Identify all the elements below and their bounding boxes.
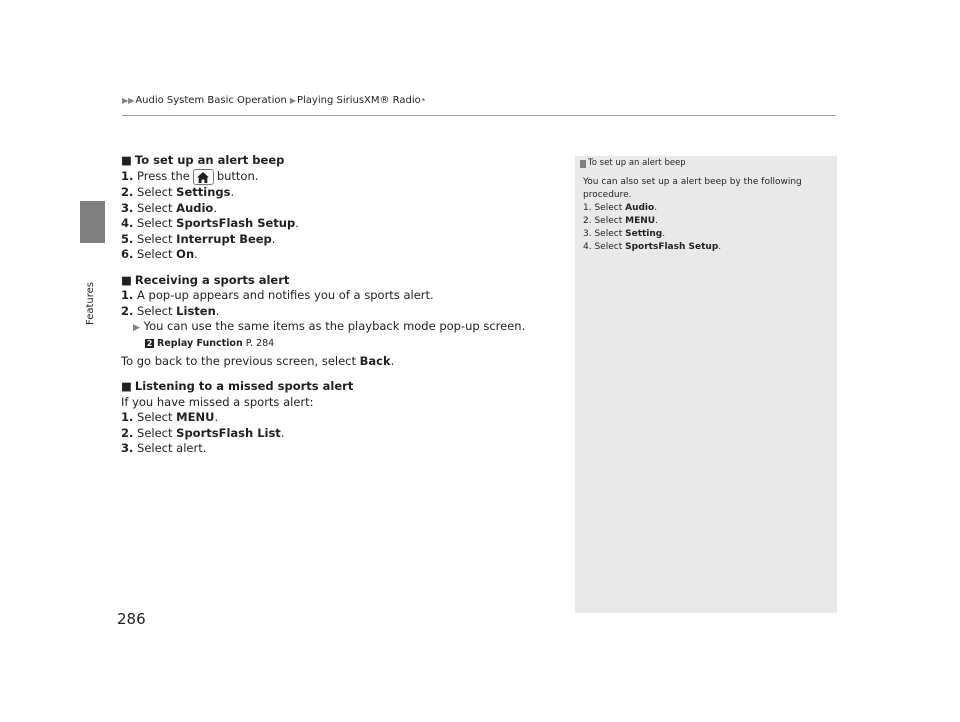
step-text: button. xyxy=(216,168,259,183)
step-text: Press the xyxy=(137,168,190,183)
menu-item-name: SportsFlash Setup xyxy=(625,242,719,252)
step-number: 4. xyxy=(121,216,134,230)
step xyxy=(121,247,561,263)
step-number: 1. xyxy=(121,168,134,183)
square-bullet-icon: ■ xyxy=(121,153,132,167)
step-text: Select xyxy=(594,229,623,239)
step-text: . xyxy=(718,242,722,252)
step xyxy=(121,232,561,248)
breadcrumb xyxy=(122,95,425,106)
footnote-mark: * xyxy=(421,96,426,105)
menu-item-name: Settings xyxy=(176,185,231,199)
step-number: 2. xyxy=(583,216,592,226)
step-text: . xyxy=(655,216,658,226)
note-step xyxy=(583,228,818,241)
step-text: . xyxy=(295,216,299,230)
step-text: . xyxy=(230,185,235,199)
chapter-label: Features xyxy=(85,282,96,325)
menu-item-name: SportsFlash List xyxy=(176,425,281,440)
step-text: Select xyxy=(137,247,173,261)
paragraph-text: . xyxy=(390,353,395,368)
step-number: 3. xyxy=(583,229,592,239)
step-text: . xyxy=(271,231,276,246)
step xyxy=(121,201,561,217)
step-text: . xyxy=(214,410,219,424)
step-text: Select xyxy=(137,410,173,424)
step xyxy=(121,426,561,442)
step xyxy=(121,169,561,186)
step-text: . xyxy=(213,200,217,215)
step-number: 1. xyxy=(583,203,592,213)
main-content xyxy=(121,153,561,457)
menu-item-name: Interrupt Beep xyxy=(176,231,272,246)
paragraph: If you have missed a sports alert: xyxy=(121,394,314,409)
step-text: Select xyxy=(137,216,173,230)
menu-item-name: Back xyxy=(359,353,391,368)
breadcrumb-section: Audio System Basic Operation xyxy=(135,95,287,106)
note-text: You can also set up a alert beep by the following procedure. xyxy=(583,177,802,200)
reference-arrow-icon: 2 xyxy=(146,338,153,348)
heading-text: Listening to a missed sports alert xyxy=(134,379,354,393)
breadcrumb-arrow-icon: ▶▶ xyxy=(122,96,135,105)
breadcrumb-topic: Playing SiriusXM® Radio xyxy=(296,95,421,106)
paragraph xyxy=(121,354,561,370)
step-text: Select xyxy=(137,303,173,318)
note-step xyxy=(583,215,818,228)
step xyxy=(121,441,561,457)
menu-item-name: Audio xyxy=(176,200,214,215)
sub-note xyxy=(121,319,561,337)
step xyxy=(121,304,561,320)
step-text: . xyxy=(662,229,666,239)
step-text: Select xyxy=(137,200,173,215)
page-number: 286 xyxy=(117,610,146,628)
note-body xyxy=(583,176,818,254)
note-title-text: To set up an alert beep xyxy=(588,158,686,168)
step-number: 3. xyxy=(121,200,134,215)
step-number: 3. xyxy=(121,441,134,455)
note-marker-icon xyxy=(580,160,586,168)
step-text: . xyxy=(280,425,285,440)
menu-item-name: Audio xyxy=(625,203,655,213)
heading-text: Receiving a sports alert xyxy=(134,272,290,287)
menu-item-name: SportsFlash Setup xyxy=(176,216,296,230)
cross-reference[interactable] xyxy=(121,337,561,351)
step xyxy=(121,410,561,426)
sub-note-text: You can use the same items as the playback mode pop-up screen. xyxy=(143,319,526,333)
step-text: Select xyxy=(594,242,623,252)
square-bullet-icon: ■ xyxy=(121,272,132,287)
step-text: Select xyxy=(594,203,623,213)
step-text: Select xyxy=(594,216,623,226)
menu-item-name: On xyxy=(176,247,195,261)
section-heading xyxy=(121,379,561,395)
step-text: . xyxy=(215,303,220,318)
menu-item-name: Listen xyxy=(176,303,216,318)
breadcrumb-arrow-icon: ▶ xyxy=(289,96,296,105)
square-bullet-icon: ■ xyxy=(121,379,132,393)
step xyxy=(121,288,561,304)
step-text: Select xyxy=(137,185,173,199)
paragraph-text: To go back to the previous screen, select xyxy=(121,353,356,368)
menu-item-name: MENU xyxy=(176,410,215,424)
header-rule xyxy=(122,115,836,116)
step-text: Select xyxy=(137,231,173,246)
step-text: . xyxy=(654,203,658,213)
menu-item-name: MENU xyxy=(625,216,656,226)
step-number: 2. xyxy=(121,303,134,318)
note-arrow-icon: ▶ xyxy=(133,323,140,333)
reference-page: P. 284 xyxy=(245,337,275,349)
step-number: 5. xyxy=(121,231,134,246)
step-number: 2. xyxy=(121,185,134,199)
side-note xyxy=(575,156,837,613)
step-text: Select xyxy=(137,425,173,440)
chapter-tab xyxy=(80,201,105,243)
step-number: 2. xyxy=(121,425,134,440)
home-icon xyxy=(193,169,214,185)
section-heading xyxy=(121,153,561,169)
step-text: . xyxy=(194,247,198,261)
step-number: 1. xyxy=(121,288,134,302)
step xyxy=(121,185,561,201)
note-step xyxy=(583,241,818,254)
menu-item-name: Setting xyxy=(625,229,663,239)
step-number: 4. xyxy=(583,242,592,252)
reference-label: Replay Function xyxy=(157,337,243,349)
section-heading xyxy=(121,273,561,289)
step-text: Select alert. xyxy=(137,441,207,455)
note-step xyxy=(583,202,818,215)
step-number: 6. xyxy=(121,247,134,261)
step-number: 1. xyxy=(121,410,134,424)
step xyxy=(121,216,561,232)
note-title xyxy=(580,157,686,170)
heading-text: To set up an alert beep xyxy=(134,153,285,167)
step-text: A pop-up appears and notifies you of a sports alert. xyxy=(137,288,434,302)
